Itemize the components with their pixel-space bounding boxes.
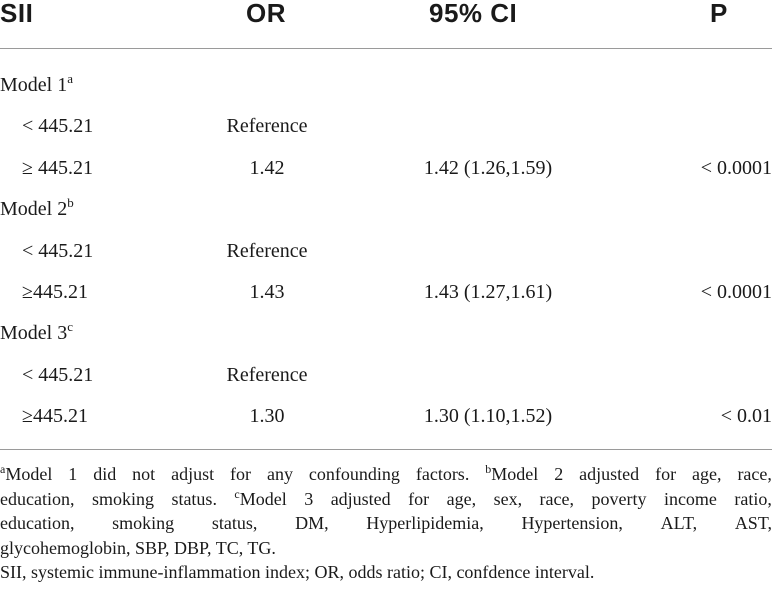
footnote-text xyxy=(494,487,523,512)
footnote-word: age, xyxy=(446,488,477,509)
footnote-line xyxy=(0,560,772,585)
model-label: Model 3$^c$ xyxy=(0,319,73,345)
footnote-word: adjusted xyxy=(579,464,640,484)
footnote-marker: a xyxy=(0,462,6,476)
cell-ci: 1.30 (1.10,1.52) xyxy=(423,405,553,428)
cell-or: 1.42 xyxy=(249,156,285,179)
footnote-word: for xyxy=(230,464,252,484)
footnote-word: SII, systemic immune-inflammation index; OR, odds ratio; CI, confdence interval. xyxy=(0,562,595,582)
cell-sii: < 445.21 xyxy=(22,115,94,138)
table-row xyxy=(0,360,772,390)
footnote-word: status. xyxy=(171,488,217,509)
header-or: OR xyxy=(246,0,286,28)
footnote-text xyxy=(554,462,563,487)
footnote-text xyxy=(331,487,391,512)
footnote-word: glycohemoglobin, SBP, DBP, TC, TG. xyxy=(0,537,276,558)
footnote-text xyxy=(0,462,52,487)
footnote-text xyxy=(0,511,74,536)
model-footnote-marker: c xyxy=(67,319,73,335)
header-p: P xyxy=(710,0,728,28)
header-sii: SII xyxy=(0,0,34,28)
footnote-word: education, xyxy=(0,488,75,509)
model-row xyxy=(0,194,772,224)
footnote-marker: c xyxy=(234,486,240,501)
footnote-text xyxy=(295,511,329,536)
footnote-text xyxy=(737,462,771,487)
footnote-word: income xyxy=(663,488,717,509)
footnote-line xyxy=(0,536,772,561)
table-row xyxy=(0,401,772,431)
footnote-word: adjusted xyxy=(330,488,391,509)
footnote-text xyxy=(664,487,717,512)
bottom-rule xyxy=(0,449,772,450)
model-row xyxy=(0,318,772,348)
footnote-word: 1 xyxy=(68,464,78,484)
cell-p: < 0.01 xyxy=(720,405,772,428)
footnote-text xyxy=(171,462,214,487)
footnote-line xyxy=(0,462,772,487)
footnote-word: any xyxy=(266,464,293,484)
footnote-text xyxy=(735,511,772,536)
footnote-text xyxy=(579,462,639,487)
model-label: Model 1$^a$ xyxy=(0,71,73,96)
footnote-text xyxy=(734,487,772,512)
header-ci: 95% CI xyxy=(429,0,518,28)
footnote-word: not xyxy=(132,464,156,484)
model-footnote-marker: a xyxy=(67,71,73,86)
footnote-text xyxy=(0,560,594,585)
footnote-word: Model xyxy=(491,464,539,484)
footnote-word: ratio, xyxy=(734,488,772,509)
footnote-text xyxy=(0,487,74,512)
footnote-word: sex, xyxy=(493,488,523,509)
footnote-text xyxy=(366,511,483,536)
footnote-text xyxy=(93,462,116,487)
footnote-text xyxy=(408,487,429,512)
footnote-text xyxy=(692,462,721,487)
cell-sii: < 445.21 xyxy=(22,239,94,262)
footnote-text xyxy=(591,487,646,512)
table-row xyxy=(0,277,772,307)
footnote-word: adjust xyxy=(171,464,215,484)
table-header xyxy=(0,0,772,30)
cell-sii: ≥445.21 xyxy=(22,281,88,303)
footnote-word: 3 xyxy=(304,488,314,509)
cell-p: < 0.0001 xyxy=(700,281,772,303)
model-label: Model 2$^b$ xyxy=(0,195,74,221)
footnote-text xyxy=(521,511,622,536)
footnote-word: for xyxy=(655,464,677,484)
footnote-text xyxy=(132,462,155,487)
footnote-word: status, xyxy=(211,513,258,533)
cell-sii: < 445.21 xyxy=(22,363,94,386)
footnote-marker: b xyxy=(485,462,492,476)
footnote-word: education, xyxy=(0,513,75,533)
model-row xyxy=(0,70,772,100)
footnote-text xyxy=(234,487,286,512)
footnote-word: did xyxy=(93,464,117,484)
header-rule xyxy=(0,48,772,49)
footnote-text xyxy=(0,536,276,561)
footnote-text xyxy=(212,511,258,536)
model-footnote-marker: b xyxy=(67,195,74,211)
footnote-text xyxy=(267,462,293,487)
cell-or: Reference xyxy=(226,239,308,262)
cell-or: 1.30 xyxy=(249,405,285,428)
footnote-word: race, xyxy=(737,464,772,484)
footnote-word: factors. xyxy=(415,464,470,484)
footnote-word: poverty xyxy=(591,488,647,509)
table-row xyxy=(0,236,772,266)
cell-sii: ≥445.21 xyxy=(22,405,88,428)
cell-or: Reference xyxy=(226,115,308,138)
footnote-word: Model xyxy=(5,464,53,484)
table-row xyxy=(0,111,772,141)
footnote-text xyxy=(447,487,476,512)
footnote-word: ALT, xyxy=(660,513,698,533)
footnote-word: for xyxy=(408,488,430,509)
table-footnotes xyxy=(0,462,772,585)
footnote-word: race, xyxy=(539,488,575,509)
cell-ci: 1.42 (1.26,1.59) xyxy=(423,156,553,179)
table-row xyxy=(0,153,772,183)
footnote-text xyxy=(416,462,469,487)
cell-p: < 0.0001 xyxy=(700,156,772,179)
footnote-text xyxy=(171,487,217,512)
footnote-word: AST, xyxy=(734,513,772,533)
footnote-line xyxy=(0,511,772,536)
footnote-text xyxy=(92,487,154,512)
footnote-text xyxy=(540,487,574,512)
footnote-word: Hyperlipidemia, xyxy=(366,513,484,533)
footnote-word: Model xyxy=(239,488,287,509)
cell-sii: ≥ 445.21 xyxy=(22,156,93,179)
footnote-text xyxy=(230,462,251,487)
cell-or: 1.43 xyxy=(249,281,285,303)
footnote-word: 2 xyxy=(554,464,564,484)
cell-or: Reference xyxy=(226,363,308,386)
footnote-text xyxy=(309,462,400,487)
footnote-line xyxy=(0,487,772,512)
footnote-text xyxy=(485,462,538,487)
footnote-word: smoking xyxy=(91,488,154,509)
footnote-text xyxy=(68,462,77,487)
footnote-word: confounding xyxy=(308,464,400,484)
footnote-text xyxy=(661,511,698,536)
footnote-word: smoking xyxy=(112,513,175,533)
cell-ci: 1.43 (1.27,1.61) xyxy=(423,281,553,303)
footnote-text xyxy=(112,511,174,536)
footnote-word: age, xyxy=(692,464,722,484)
footnote-word: DM, xyxy=(295,513,329,533)
footnote-text xyxy=(655,462,676,487)
footnote-text xyxy=(304,487,313,512)
footnote-word: Hypertension, xyxy=(521,513,623,533)
